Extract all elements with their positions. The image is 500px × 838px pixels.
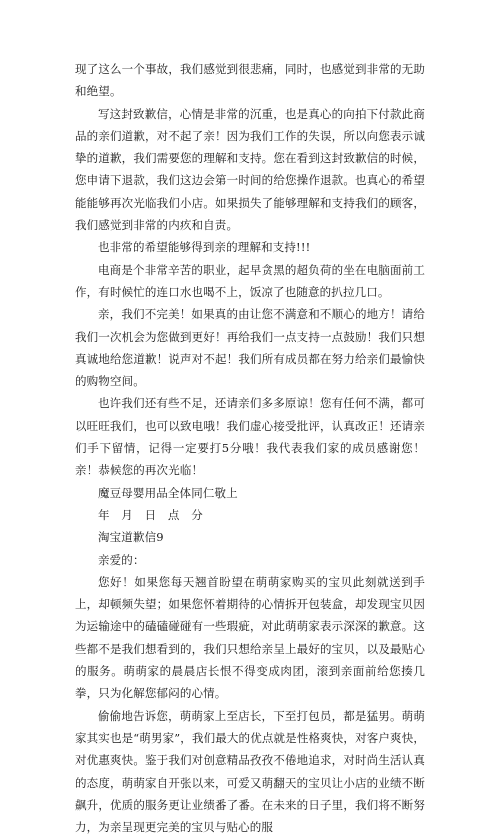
paragraph-2: 写这封致歉信，心情是非常的沉重，也是真心的向拍下付款此商品的亲们道歉，对不起了亲！因为我们工作的失误，所以向您表示诚挚的道歉，我们需要您的理解和支持。您在看到这封致歉信的时候，您申请下退款，我们这边会第一时间的给您操作退款。也真心的希望能能够再次光临我们小店。如果损失了能够理解和支持我们的顾客，我们感觉到非常的内疚和自责。 [75, 106, 425, 233]
paragraph-4: 电商是个非常辛苦的职业，起早贪黑的超负荷的坐在电脑面前工作，有时候忙的连口水也喝不上，饭凉了也随意的扒拉几口。 [75, 262, 425, 299]
paragraph-1: 现了这么一个事故，我们感觉到很悲痛，同时，也感觉到非常的无助和绝望。 [75, 62, 425, 99]
document-body [75, 58, 425, 838]
paragraph-3: 也非常的希望能够得到亲的理解和支持!!! [98, 240, 311, 255]
section-title: 淘宝道歉信9 [98, 530, 164, 545]
signature-line: 魔豆母婴用品全体同仁敬上 [98, 485, 238, 500]
date-line: 年 月 日 点 分 [98, 507, 203, 522]
paragraph-8: 偷偷地告诉您，萌萌家上至店长，下至打包员，都是猛男。萌萌家其实也是“萌男家”，我们最大的优点就是性格爽快，对客户爽快，对优惠爽快。鉴于我们对创意精品孜孜不倦地追求，对时尚生活认真的态度，萌萌家自开张以来，可爱又萌翻天的宝贝让小店的业绩不断飙升，优质的服务更让业绩番了番。在未来的日子里，我们将不断努力，为亲呈现更完美的宝贝与贴心的服 [75, 708, 425, 835]
salutation: 亲爱的： [98, 552, 145, 567]
paragraph-5: 亲，我们不完美！如果真的由让您不满意和不顺心的地方！请给我们一次机会为您做到更好！再给我们一点支持一点鼓励！我们只想真诚地给您道歉！说声对不起！我们所有成员都在努力给亲们最愉快的购物空间。 [75, 307, 425, 389]
paragraph-7: 您好！如果您每天翘首盼望在萌萌家购买的宝贝此刻就送到手上，却顿频失望；如果您怀着期待的心情拆开包装盒，却发现宝贝因为运输途中的磕磕碰碰有一些瑕疵，对此萌萌家表示深深的歉意。这些都不是我们想看到的，我们只想给亲呈上最好的宝贝，以及最贴心的服务。萌萌家的晨晨店长恨不得变成肉团，滚到亲面前给您揍几拳，只为化解您郁闷的心情。 [75, 574, 425, 701]
paragraph-6: 也许我们还有些不足，还请亲们多多原谅！您有任何不满，都可以旺旺我们，也可以致电哦！我们虚心接受批评，认真改正！还请亲们手下留情，记得一定要打5分哦！我代表我们家的成员感谢您！亲！恭候您的再次光临！ [75, 396, 425, 478]
